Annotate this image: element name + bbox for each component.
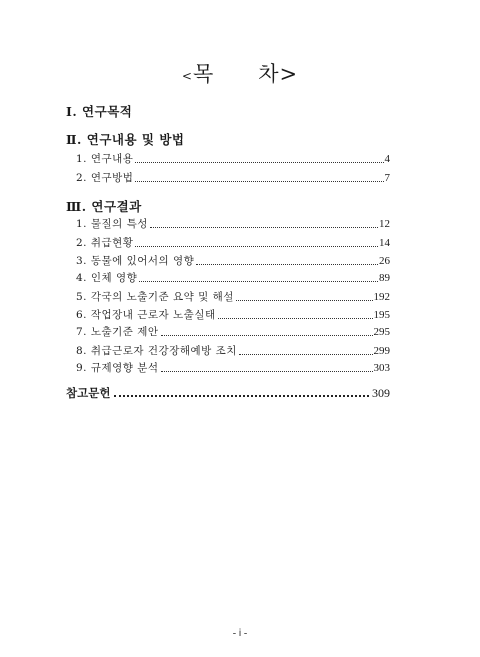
toc-entry-label: 5. 각국의 노출기준 요약 및 해설	[76, 291, 234, 303]
toc-entry[interactable]	[76, 236, 390, 250]
title-right-char: 차>	[258, 62, 299, 86]
dot-leader	[150, 227, 378, 228]
toc-entry-page: 12	[379, 218, 390, 230]
toc-entry-page: 299	[373, 345, 390, 357]
toc-entry[interactable]	[76, 361, 390, 375]
toc-entry[interactable]	[76, 271, 390, 285]
dot-leader	[218, 318, 373, 319]
toc-entry-page: 14	[379, 237, 390, 249]
toc-entry-page: 89	[379, 272, 390, 284]
title-bracket: <	[181, 69, 193, 83]
toc-entry[interactable]	[76, 171, 390, 185]
dot-leader	[135, 181, 383, 182]
toc-entry[interactable]	[76, 254, 390, 268]
title-left-char: 목	[192, 62, 215, 86]
toc-entry-label: 1. 연구내용	[76, 153, 134, 165]
toc-entry-page: 303	[373, 362, 390, 374]
toc-entry[interactable]	[76, 344, 390, 358]
toc-entry-label: 2. 연구방법	[76, 172, 134, 184]
dot-leader	[161, 371, 373, 372]
toc-entry-page: 295	[373, 326, 390, 338]
toc-entry-label: 2. 취급현황	[76, 237, 134, 249]
toc-entry[interactable]	[76, 217, 390, 231]
references-page: 309	[372, 386, 390, 400]
toc-entry-page: 7	[384, 172, 390, 184]
toc-entry-references[interactable]	[66, 385, 390, 401]
dot-leader	[236, 300, 373, 301]
dot-leader	[135, 162, 383, 163]
section-heading-3: Ⅲ. 연구결과	[66, 199, 142, 214]
toc-entry-label: 4. 인체 영향	[76, 272, 138, 284]
toc-entry[interactable]	[76, 152, 390, 166]
toc-entry[interactable]	[76, 325, 390, 339]
toc-entry-label: 6. 작업장내 근로자 노출실태	[76, 309, 216, 321]
references-label: 참고문헌	[66, 386, 111, 400]
toc-entry[interactable]	[76, 308, 390, 322]
toc-entry-label: 9. 규제영향 분석	[76, 362, 159, 374]
section-heading-1: Ⅰ. 연구목적	[66, 104, 133, 119]
dot-leader	[196, 264, 378, 265]
dot-leader	[135, 246, 378, 247]
toc-entry-label: 8. 취급근로자 건강장해예방 조치	[76, 345, 237, 357]
dot-leader	[161, 335, 373, 336]
toc-entry[interactable]	[76, 290, 390, 304]
page-number: - ⅰ -	[232, 628, 248, 639]
toc-entry-page: 195	[373, 309, 390, 321]
toc-entry-page: 192	[373, 291, 390, 303]
dot-leader	[239, 354, 373, 355]
toc-entry-page: 4	[384, 153, 390, 165]
toc-entry-label: 3. 동물에 있어서의 영향	[76, 255, 195, 267]
toc-entry-page: 26	[379, 255, 390, 267]
dot-leader	[114, 395, 369, 397]
section-heading-2: Ⅱ. 연구내용 및 방법	[66, 132, 185, 147]
dot-leader	[139, 281, 378, 282]
toc-entry-label: 7. 노출기준 제안	[76, 326, 159, 338]
toc-title	[0, 58, 480, 88]
toc-entry-label: 1. 물질의 특성	[76, 218, 148, 230]
